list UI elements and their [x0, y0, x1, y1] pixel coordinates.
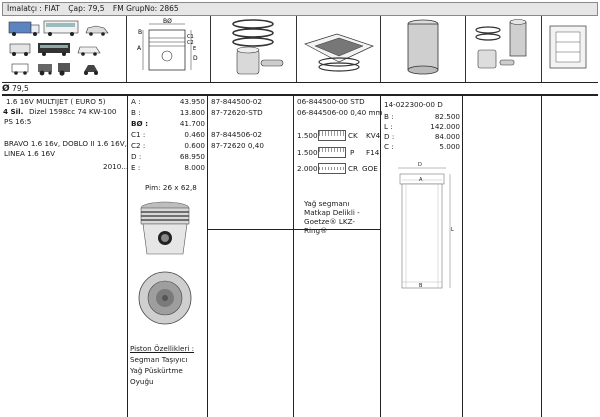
pin-size: Pim: 26 x 62,8: [145, 183, 197, 192]
piston-dimension-icon: [127, 16, 211, 82]
liner-dim-value: 84.000: [434, 132, 460, 141]
ring-size: 1.500: [297, 148, 318, 157]
icon-row: [4, 16, 598, 82]
liner-drawing-label: L: [451, 227, 454, 233]
feature-item: Yağ Püskürtme: [130, 366, 183, 375]
feature-item: Oyuğu: [130, 377, 154, 386]
diameter-symbol: Ø: [2, 84, 10, 94]
svg-text:D: D: [193, 55, 198, 62]
production-year: 2010...: [103, 162, 129, 171]
piston-code: 87-72620-STD: [211, 108, 263, 117]
column-divider: [293, 95, 294, 417]
engine-line-1: 1.6 16V MULTIJET ( EURO 5): [6, 97, 106, 106]
dim-value-a: 43.950: [179, 97, 205, 106]
features-title: Piston Özellikleri :: [130, 344, 195, 353]
piston-photo-top: [137, 270, 193, 326]
dim-label-c1: C1 :: [131, 130, 146, 139]
liner-code: 14-022300-00 D: [384, 100, 443, 109]
column-divider: [380, 95, 381, 417]
svg-text:A: A: [137, 45, 142, 52]
liner-drawing-label: D: [418, 162, 422, 168]
ring-size: 2.000: [297, 164, 318, 173]
feature-item: Segman Taşıyıcı: [130, 355, 188, 364]
column-divider: [541, 95, 542, 417]
dim-value-c2: 0.600: [184, 141, 205, 150]
ring-type: CK: [348, 131, 358, 140]
dim-value-b: 13.800: [179, 108, 205, 117]
dim-label-e: E :: [131, 163, 141, 172]
ring-code-short: F14: [366, 148, 380, 157]
liner-dim-label: L :: [384, 122, 393, 131]
svg-text:BØ: BØ: [163, 18, 172, 25]
dim-value-d: 68.950: [179, 152, 205, 161]
piston-photo-side: [137, 200, 193, 260]
piston-rings-icon: [211, 16, 297, 82]
dim-label-bo: BØ :: [131, 119, 148, 128]
svg-text:E: E: [193, 46, 197, 52]
column-divider: [207, 95, 208, 417]
dim-value-c1: 0.460: [184, 130, 205, 139]
dim-label-d: D :: [131, 152, 142, 161]
cylinder-liner-icon: [381, 16, 466, 82]
svg-text:B: B: [138, 29, 143, 36]
ring-code: 06-844506-00 0,40 mm: [297, 108, 383, 117]
liner-drawing-label: A: [419, 177, 423, 183]
bore-label: Çap: 79,5: [68, 4, 105, 13]
liner-dim-value: 142.000: [430, 122, 460, 131]
ring-swatch: [318, 130, 346, 141]
liner-dim-value: 5.000: [439, 142, 460, 151]
ring-type: P: [350, 148, 355, 157]
liner-dim-label: C :: [384, 142, 394, 151]
group-label: FM GrupNo: 2865: [112, 4, 179, 13]
liner-drawing: [386, 160, 458, 300]
svg-text:C1: C1: [187, 34, 194, 40]
piston-code: 87-844500-02: [211, 97, 262, 106]
engine-kit-icon: [466, 16, 542, 82]
vehicle-types-icon: [4, 16, 127, 82]
vehicle-applications-2: LINEA 1.6 16V: [4, 149, 56, 158]
ring-code-short: GOE: [362, 164, 378, 173]
dim-label-c2: C2 :: [131, 141, 146, 150]
ring-type: CR: [348, 164, 359, 173]
ring-set-icon: [297, 16, 381, 82]
dim-value-bo: 41.700: [179, 119, 205, 128]
column-divider: [462, 95, 463, 417]
liner-dim-label: D :: [384, 132, 395, 141]
engine-line-2: Dizel 1598cc 74 KW-100: [29, 107, 117, 116]
ring-code-short: KV4: [366, 131, 381, 140]
diameter-row: [2, 83, 598, 94]
dim-value-e: 8.000: [184, 163, 205, 172]
header-bar: [2, 2, 598, 16]
manufacturer-label: İmalatçı : FIAT: [7, 4, 60, 13]
liner-drawing-label: B: [419, 283, 423, 289]
vehicle-applications: BRAVO 1.6 16v, DOBLO II 1.6 16V,: [4, 139, 127, 148]
ring-note: Yağ segmanı Matkap Delikli - Goetze® LKZ-Ring®: [304, 199, 360, 235]
diameter-value: 79,5: [12, 84, 29, 93]
column-divider: [127, 95, 128, 417]
liner-dim-label: B :: [384, 112, 394, 121]
gasket-icon: [542, 16, 598, 82]
piston-code: 87-844506-02: [211, 130, 262, 139]
ring-size: 1.500: [297, 131, 318, 140]
dim-label-b: B :: [131, 108, 141, 117]
ring-swatch: [318, 147, 346, 158]
svg-text:C2: C2: [187, 40, 194, 46]
piston-code: 87-72620 0,40: [211, 141, 264, 150]
cylinder-count: 4 Sil.: [3, 107, 24, 116]
divider-line: [2, 94, 598, 96]
engine-power: PS 16:5: [4, 117, 32, 126]
ring-code: 06-844500-00 STD: [297, 97, 365, 106]
dim-label-a: A :: [131, 97, 141, 106]
liner-dim-value: 82.500: [434, 112, 460, 121]
ring-swatch: [318, 163, 346, 174]
